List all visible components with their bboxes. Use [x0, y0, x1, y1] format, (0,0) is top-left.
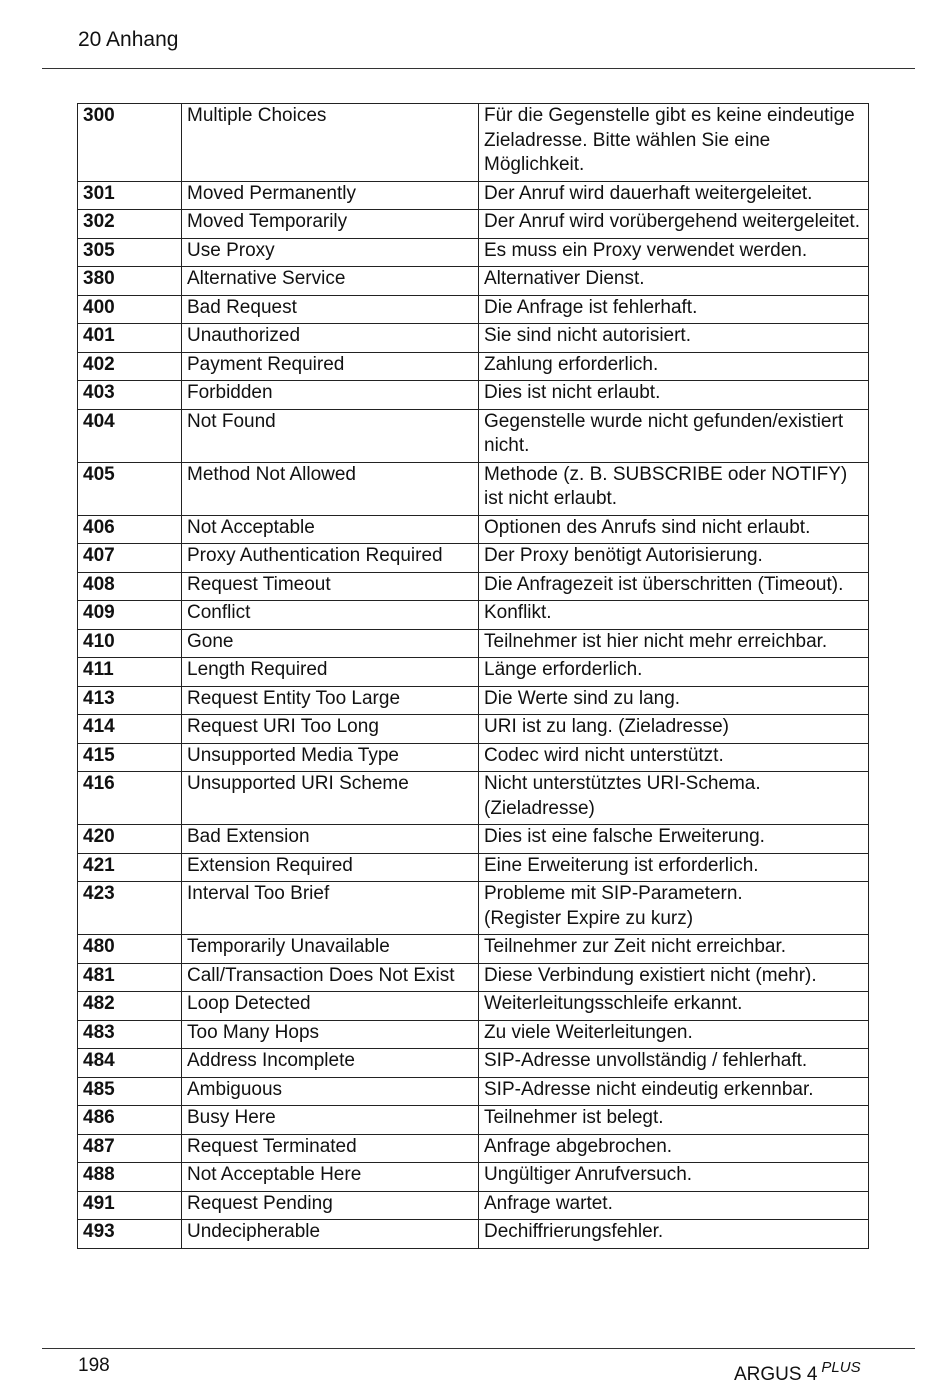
status-name-cell: Not Acceptable Here [182, 1163, 479, 1192]
status-description-cell: Teilnehmer ist hier nicht mehr erreichbar. [479, 629, 869, 658]
status-name-cell: Not Acceptable [182, 515, 479, 544]
status-description-cell: Gegenstelle wurde nicht gefunden/existiert nicht. [479, 409, 869, 462]
status-code-cell: 404 [78, 409, 182, 462]
status-description-cell: SIP-Adresse unvollständig / fehlerhaft. [479, 1049, 869, 1078]
status-code-cell: 409 [78, 601, 182, 630]
status-description-cell: Alternativer Dienst. [479, 267, 869, 296]
table-row [78, 772, 869, 825]
table-row [78, 544, 869, 573]
status-name-cell: Extension Required [182, 853, 479, 882]
table-row [78, 935, 869, 964]
table-row [78, 963, 869, 992]
status-name-cell: Payment Required [182, 352, 479, 381]
status-code-cell: 402 [78, 352, 182, 381]
status-name-cell: Address Incomplete [182, 1049, 479, 1078]
status-code-cell: 400 [78, 295, 182, 324]
table-row [78, 1163, 869, 1192]
status-description-cell: Zu viele Weiterleitungen. [479, 1020, 869, 1049]
status-name-cell: Unauthorized [182, 324, 479, 353]
status-code-cell: 483 [78, 1020, 182, 1049]
status-description-cell: Die Werte sind zu lang. [479, 686, 869, 715]
status-name-cell: Call/Transaction Does Not Exist [182, 963, 479, 992]
status-name-cell: Undecipherable [182, 1220, 479, 1249]
status-code-cell: 488 [78, 1163, 182, 1192]
table-row [78, 1077, 869, 1106]
table-body [78, 104, 869, 1249]
status-description-cell: Probleme mit SIP-Parametern. (Register Expire zu kurz) [479, 882, 869, 935]
status-name-cell: Moved Permanently [182, 181, 479, 210]
status-code-cell: 487 [78, 1134, 182, 1163]
status-code-cell: 421 [78, 853, 182, 882]
table-row [78, 992, 869, 1021]
status-code-cell: 485 [78, 1077, 182, 1106]
status-description-cell: Zahlung erforderlich. [479, 352, 869, 381]
table-row [78, 853, 869, 882]
status-description-cell: Teilnehmer zur Zeit nicht erreichbar. [479, 935, 869, 964]
status-description-cell: Dechiffrierungsfehler. [479, 1220, 869, 1249]
status-description-cell: Dies ist eine falsche Erweiterung. [479, 825, 869, 854]
status-name-cell: Too Many Hops [182, 1020, 479, 1049]
page-number: 198 [78, 1355, 110, 1376]
status-description-cell: Der Proxy benötigt Autorisierung. [479, 544, 869, 573]
status-code-cell: 380 [78, 267, 182, 296]
status-code-cell: 491 [78, 1191, 182, 1220]
table-row [78, 381, 869, 410]
status-description-cell: Die Anfrage ist fehlerhaft. [479, 295, 869, 324]
table-row [78, 1106, 869, 1135]
status-description-cell: Für die Gegenstelle gibt es keine eindeutige Zieladresse. Bitte wählen Sie eine Möglichkeit. [479, 104, 869, 182]
status-name-cell: Not Found [182, 409, 479, 462]
status-code-cell: 407 [78, 544, 182, 573]
status-description-cell: Anfrage wartet. [479, 1191, 869, 1220]
product-suffix: PLUS [821, 1359, 861, 1376]
table-row [78, 462, 869, 515]
status-name-cell: Request URI Too Long [182, 715, 479, 744]
status-code-cell: 414 [78, 715, 182, 744]
status-code-cell: 423 [78, 882, 182, 935]
status-description-cell: Codec wird nicht unterstützt. [479, 743, 869, 772]
status-code-cell: 301 [78, 181, 182, 210]
status-description-cell: Die Anfragezeit ist überschritten (Timeout). [479, 572, 869, 601]
header-rule [42, 68, 915, 69]
status-code-cell: 305 [78, 238, 182, 267]
table-row [78, 601, 869, 630]
table-row [78, 210, 869, 239]
status-name-cell: Bad Request [182, 295, 479, 324]
status-code-cell: 411 [78, 658, 182, 687]
page-header-title: 20 Anhang [78, 28, 179, 51]
status-name-cell: Gone [182, 629, 479, 658]
status-code-cell: 408 [78, 572, 182, 601]
status-name-cell: Multiple Choices [182, 104, 479, 182]
status-name-cell: Request Entity Too Large [182, 686, 479, 715]
status-code-cell: 416 [78, 772, 182, 825]
table-row [78, 1134, 869, 1163]
table-row [78, 1049, 869, 1078]
status-description-cell: Der Anruf wird vorübergehend weitergeleitet. [479, 210, 869, 239]
status-name-cell: Request Timeout [182, 572, 479, 601]
status-code-cell: 401 [78, 324, 182, 353]
table-row [78, 267, 869, 296]
status-name-cell: Moved Temporarily [182, 210, 479, 239]
status-description-cell: Sie sind nicht autorisiert. [479, 324, 869, 353]
table-row [78, 324, 869, 353]
sip-status-code-table [77, 103, 869, 1249]
status-description-cell: Nicht unterstütztes URI-Schema. (Zieladresse) [479, 772, 869, 825]
status-description-cell: Der Anruf wird dauerhaft weitergeleitet. [479, 181, 869, 210]
status-name-cell: Ambiguous [182, 1077, 479, 1106]
status-description-cell: Eine Erweiterung ist erforderlich. [479, 853, 869, 882]
status-name-cell: Alternative Service [182, 267, 479, 296]
status-name-cell: Unsupported Media Type [182, 743, 479, 772]
table-row [78, 715, 869, 744]
table-row [78, 515, 869, 544]
status-code-cell: 415 [78, 743, 182, 772]
status-code-cell: 410 [78, 629, 182, 658]
table-row [78, 572, 869, 601]
table-row [78, 1220, 869, 1249]
status-code-cell: 486 [78, 1106, 182, 1135]
status-code-cell: 480 [78, 935, 182, 964]
status-name-cell: Method Not Allowed [182, 462, 479, 515]
status-description-cell: Optionen des Anrufs sind nicht erlaubt. [479, 515, 869, 544]
status-name-cell: Request Pending [182, 1191, 479, 1220]
status-name-cell: Temporarily Unavailable [182, 935, 479, 964]
status-name-cell: Unsupported URI Scheme [182, 772, 479, 825]
table-row [78, 882, 869, 935]
status-code-cell: 413 [78, 686, 182, 715]
table-row [78, 295, 869, 324]
status-description-cell: Methode (z. B. SUBSCRIBE oder NOTIFY) ist nicht erlaubt. [479, 462, 869, 515]
status-description-cell: Konflikt. [479, 601, 869, 630]
footer-rule [42, 1348, 915, 1349]
status-description-cell: Weiterleitungsschleife erkannt. [479, 992, 869, 1021]
table-row [78, 181, 869, 210]
status-description-cell: URI ist zu lang. (Zieladresse) [479, 715, 869, 744]
status-description-cell: Teilnehmer ist belegt. [479, 1106, 869, 1135]
table-row [78, 1020, 869, 1049]
status-description-cell: Ungültiger Anrufversuch. [479, 1163, 869, 1192]
status-name-cell: Forbidden [182, 381, 479, 410]
status-code-cell: 482 [78, 992, 182, 1021]
product-label: ARGUS 4 [734, 1364, 818, 1385]
status-description-cell: SIP-Adresse nicht eindeutig erkennbar. [479, 1077, 869, 1106]
status-name-cell: Use Proxy [182, 238, 479, 267]
status-name-cell: Interval Too Brief [182, 882, 479, 935]
table-row [78, 238, 869, 267]
status-code-cell: 405 [78, 462, 182, 515]
status-code-cell: 300 [78, 104, 182, 182]
table-row [78, 686, 869, 715]
table-row [78, 658, 869, 687]
status-code-cell: 484 [78, 1049, 182, 1078]
status-description-cell: Es muss ein Proxy verwendet werden. [479, 238, 869, 267]
status-name-cell: Busy Here [182, 1106, 479, 1135]
status-description-cell: Anfrage abgebrochen. [479, 1134, 869, 1163]
status-description-cell: Länge erforderlich. [479, 658, 869, 687]
status-code-cell: 493 [78, 1220, 182, 1249]
table-row [78, 409, 869, 462]
table-row [78, 1191, 869, 1220]
table-row [78, 825, 869, 854]
status-name-cell: Proxy Authentication Required [182, 544, 479, 573]
status-name-cell: Conflict [182, 601, 479, 630]
status-name-cell: Request Terminated [182, 1134, 479, 1163]
table-row [78, 104, 869, 182]
status-code-cell: 406 [78, 515, 182, 544]
status-code-cell: 420 [78, 825, 182, 854]
table-row [78, 629, 869, 658]
status-name-cell: Bad Extension [182, 825, 479, 854]
status-code-cell: 481 [78, 963, 182, 992]
status-code-cell: 403 [78, 381, 182, 410]
table-row [78, 743, 869, 772]
table-row [78, 352, 869, 381]
status-code-cell: 302 [78, 210, 182, 239]
status-name-cell: Length Required [182, 658, 479, 687]
status-description-cell: Diese Verbindung existiert nicht (mehr). [479, 963, 869, 992]
product-name [734, 1359, 861, 1386]
status-name-cell: Loop Detected [182, 992, 479, 1021]
status-description-cell: Dies ist nicht erlaubt. [479, 381, 869, 410]
